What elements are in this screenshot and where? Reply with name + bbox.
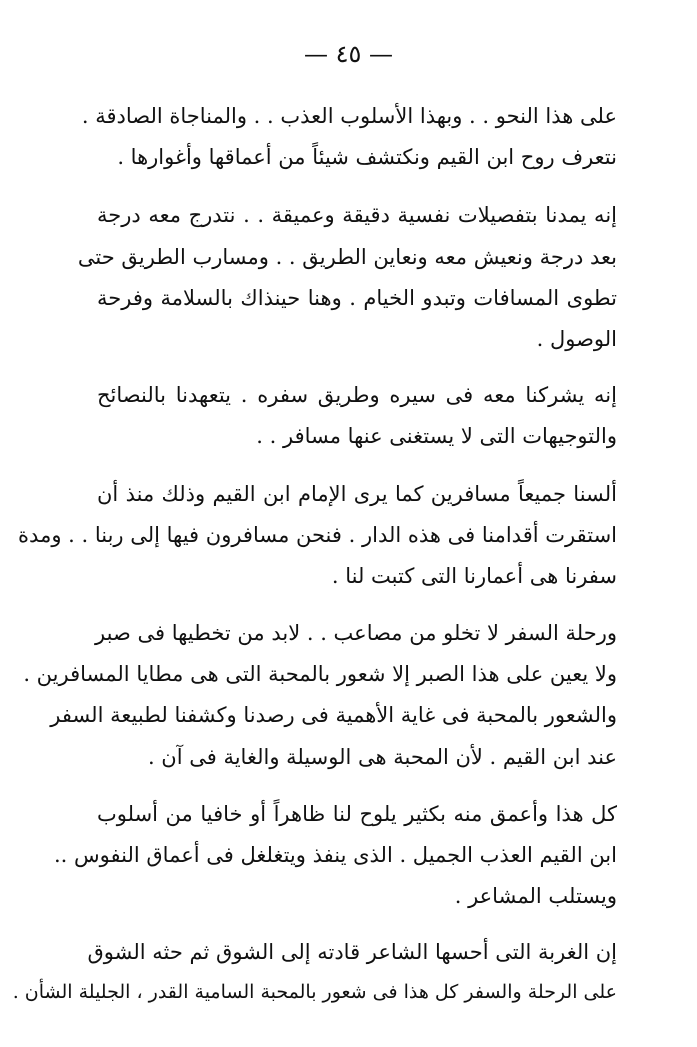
text-line: والشعور بالمحبة فى غاية الأهمية فى رصدنا وكشفنا لطبيعة السفر	[50, 703, 617, 727]
text-line: ابن القيم العذب الجميل . الذى ينفذ ويتغلغل فى أعماق النفوس ..	[54, 843, 617, 867]
text-line: نتعرف روح ابن القيم ونكتشف شيئاً من أعماقها وأغوارها .	[117, 145, 617, 169]
text-line: والتوجيهات التى لا يستغنى عنها مسافر . .	[256, 424, 617, 448]
text-line: الوصول .	[536, 327, 617, 351]
text-line: ألسنا جميعاً مسافرين كما يرى الإمام ابن القيم وذلك منذ أن	[97, 482, 617, 506]
text-line: على هذا النحو . . وبهذا الأسلوب العذب . . والمناجاة الصادقة .	[81, 104, 617, 128]
text-line: إنه يمدنا بتفصيلات نفسية دقيقة وعميقة . . نتدرج معه درجة	[97, 203, 617, 227]
text-line: كل هذا وأعمق منه بكثير يلوح لنا ظاهراً أو خافيا من أسلوب	[97, 802, 617, 826]
text-line: إنه يشركنا معه فى سيره وطريق سفره . يتعهدنا بالنصائح	[97, 383, 617, 407]
page-number: — ٤٥ —	[303, 40, 394, 68]
text-line: ويستلب المشاعر .	[454, 884, 617, 908]
text-line: تطوى المسافات وتبدو الخيام . وهنا حينذاك بالسلامة وفرحة	[97, 286, 617, 310]
text-line: استقرت أقدامنا فى هذه الدار . فنحن مسافرون فيها إلى ربنا . . ومدة	[18, 523, 617, 547]
text-line: عند ابن القيم . لأن المحبة هى الوسيلة والغاية فى آن .	[147, 745, 617, 769]
text-line: سفرنا هى أعمارنا التى كتبت لنا .	[331, 564, 617, 588]
text-line: على الرحلة والسفر كل هذا فى شعور بالمحبة السامية القدر ، الجليلة الشأن .	[12, 981, 617, 1003]
text-line: ولا يعين على هذا الصبر إلا شعور بالمحبة التى هى مطايا المسافرين .	[23, 662, 617, 686]
text-line: ورحلة السفر لا تخلو من مصاعب . . لابد من تخطيها فى صبر	[95, 621, 617, 645]
text-line: إن الغربة التى أحسها الشاعر قادته إلى الشوق ثم حثه الشوق	[87, 940, 617, 964]
text-line: بعد درجة ونعيش معه ونعاين الطريق . . ومسارب الطريق حتى	[77, 245, 617, 269]
